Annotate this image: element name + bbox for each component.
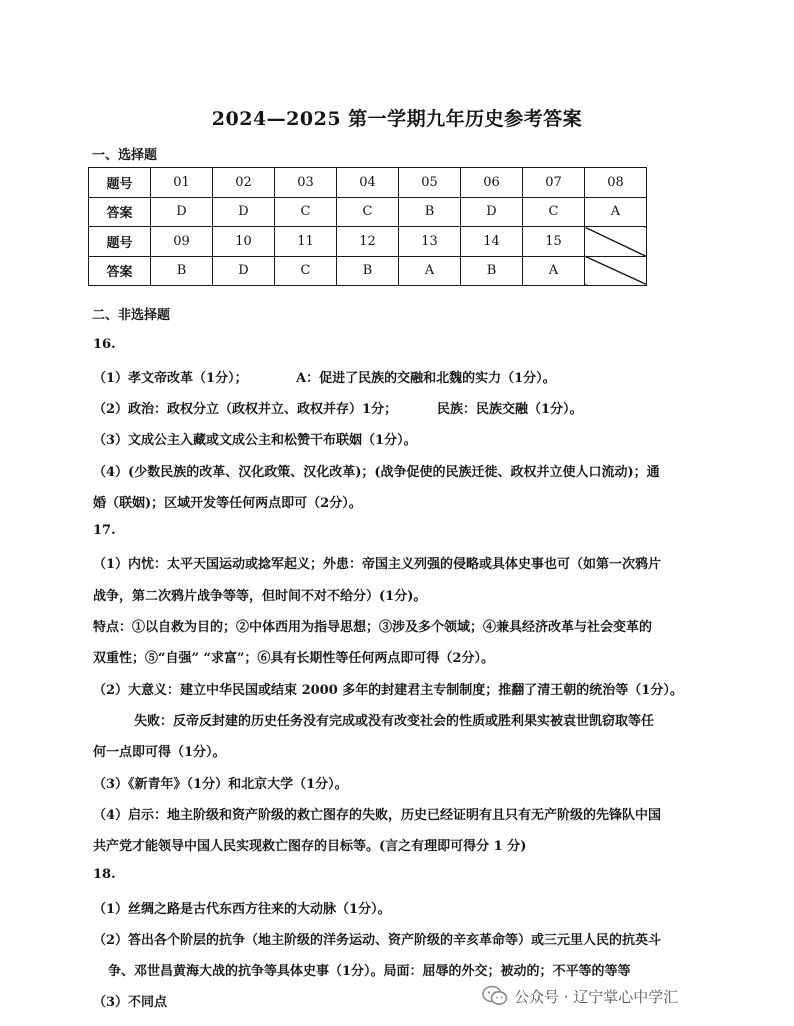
table-cell: 06 bbox=[461, 168, 523, 198]
table-row bbox=[89, 256, 647, 286]
table-cell: D bbox=[213, 197, 275, 227]
table-cell: C bbox=[523, 197, 585, 227]
q16-line-4: （4）(少数民族的改革、汉化政策、汉化改革)；(战争促使的民族迁徙、政权并立使人口流动)；通 bbox=[93, 465, 660, 480]
table-cell: 10 bbox=[213, 227, 275, 257]
q17-line-3: 特点：①以自救为目的；②中体西用为指导思想；③涉及多个领域；④兼具经济改革与社会变革的 bbox=[93, 620, 653, 635]
row-header-cell: 题号 bbox=[89, 168, 151, 198]
section-heading-choice: 一、选择题 bbox=[92, 148, 158, 163]
question-number-18: 18. bbox=[93, 867, 116, 882]
table-cell: 11 bbox=[275, 227, 337, 257]
table-cell: 03 bbox=[275, 168, 337, 198]
table-cell: 05 bbox=[399, 168, 461, 198]
table-cell: 12 bbox=[337, 227, 399, 257]
q16-line-1a: （1）孝文帝改革（1分）； bbox=[93, 371, 248, 386]
table-cell: 01 bbox=[151, 168, 213, 198]
q17-line-6: 失败：反帝反封建的历史任务没有完成或没有改变社会的性质或胜利果实被袁世凯窃取等任 bbox=[134, 714, 655, 729]
q17-line-4: 双重性；⑤“自强” “求富”；⑥具有长期性等任何两点即可得（2分）。 bbox=[93, 651, 494, 666]
q16-line-5: 婚（联姻)；区域开发等任何两点即可（2分）。 bbox=[93, 496, 362, 511]
row-header-cell: 答案 bbox=[89, 197, 151, 227]
table-cell: B bbox=[399, 197, 461, 227]
table-row bbox=[89, 197, 647, 227]
table-row bbox=[89, 227, 647, 257]
table-cell: 14 bbox=[461, 227, 523, 257]
q16-line-2b: 民族：民族交融（1分）。 bbox=[437, 402, 583, 417]
q16-line-1b: A：促进了民族的交融和北魏的实力（1分）。 bbox=[296, 371, 556, 386]
table-cell: A bbox=[585, 197, 647, 227]
q18-line-1: （1）丝绸之路是古代东西方往来的大动脉（1分）。 bbox=[93, 902, 391, 917]
page-title: 2024—2025 第一学期九年历史参考答案 bbox=[211, 108, 583, 130]
table-cell: C bbox=[337, 197, 399, 227]
q18-line-4: （3）不同点 bbox=[93, 995, 168, 1010]
table-cell: D bbox=[151, 197, 213, 227]
q17-line-2: 战争，第二次鸦片战争等等，但时间不对不给分）(1分)。 bbox=[93, 589, 427, 604]
table-cell: A bbox=[523, 256, 585, 286]
q17-line-9: （4）启示：地主阶级和资产阶级的救亡图存的失败，历史已经证明有且只有无产阶级的先锋队中国 bbox=[93, 808, 662, 823]
table-cell: B bbox=[337, 256, 399, 286]
table-cell: 08 bbox=[585, 168, 647, 198]
q18-line-3: 争、邓世昌黄海大战的抗争等具体史事（1分）。局面：屈辱的外交；被动的；不平等的等等 bbox=[108, 964, 631, 979]
table-cell: B bbox=[461, 256, 523, 286]
watermark bbox=[482, 983, 678, 1009]
table-cell: A bbox=[399, 256, 461, 286]
row-header-cell: 答案 bbox=[89, 256, 151, 286]
watermark-text: 公众号 · 辽宁掌心中学汇 bbox=[514, 987, 679, 1006]
table-cell: 09 bbox=[151, 227, 213, 257]
table-cell: B bbox=[151, 256, 213, 286]
table-cell: C bbox=[275, 197, 337, 227]
q17-line-10: 共产党才能领导中国人民实现救亡图存的目标等。(言之有理即可得分 1 分) bbox=[93, 839, 527, 854]
q17-line-1: （1）内忧：太平天国运动或捻军起义；外患：帝国主义列强的侵略或具体史事也可（如第一次鸦片 bbox=[93, 557, 662, 572]
q18-line-2: （2）答出各个阶层的抗争（地主阶级的洋务运动、资产阶级的辛亥革命等）或三元里人民的抗英斗 bbox=[93, 933, 662, 948]
question-number-17: 17. bbox=[93, 523, 116, 538]
table-cell: 07 bbox=[523, 168, 585, 198]
section-heading-nonchoice: 二、非选择题 bbox=[92, 308, 171, 323]
table-cell: 04 bbox=[337, 168, 399, 198]
q16-line-3: （3）文成公主入藏或文成公主和松赞干布联姻（1分）。 bbox=[93, 433, 417, 448]
question-number-16: 16. bbox=[93, 337, 116, 352]
table-cell: 13 bbox=[399, 227, 461, 257]
table-cell: C bbox=[275, 256, 337, 286]
table-cell: D bbox=[213, 256, 275, 286]
q17-line-7: 何一点即可得（1分）。 bbox=[93, 745, 226, 760]
row-header-cell: 题号 bbox=[89, 227, 151, 257]
table-cell: 15 bbox=[523, 227, 585, 257]
wechat-icon bbox=[482, 985, 508, 1007]
table-cell: D bbox=[461, 197, 523, 227]
empty-slashed-cell bbox=[585, 227, 647, 257]
empty-slashed-cell bbox=[585, 256, 647, 286]
table-cell: 02 bbox=[213, 168, 275, 198]
q17-line-5: （2）大意义：建立中华民国或结束 2000 多年的封建君主专制制度；推翻了清王朝的统治等（1分）。 bbox=[93, 683, 683, 698]
table-row bbox=[89, 168, 647, 198]
q16-line-2a: （2）政治：政权分立（政权并立、政权并存）1分； bbox=[93, 402, 398, 417]
answer-table bbox=[88, 167, 647, 286]
q17-line-8: （3）《新青年》（1分）和北京大学（1分）。 bbox=[93, 777, 348, 792]
